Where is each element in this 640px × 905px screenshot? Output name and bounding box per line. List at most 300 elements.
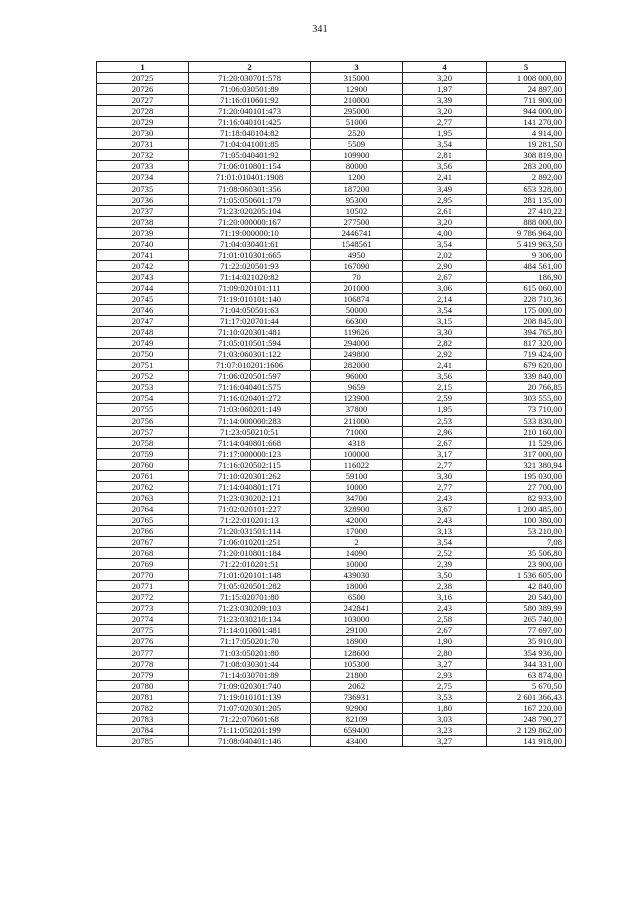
value-cell: 2 129 862,00 <box>487 724 566 735</box>
value-cell: 210 160,00 <box>487 426 566 437</box>
area-cell: 70 <box>311 271 403 282</box>
area-cell: 6500 <box>311 592 403 603</box>
cadastral-number-cell: 71:06:010201:251 <box>189 537 311 548</box>
rate-cell: 2,93 <box>403 669 487 680</box>
table-row <box>97 216 566 227</box>
value-cell: 2 892,00 <box>487 172 566 183</box>
area-cell: 10000 <box>311 481 403 492</box>
table-row <box>97 238 566 249</box>
cadastral-number-cell: 71:01:010401:1908 <box>189 172 311 183</box>
table-row <box>97 106 566 117</box>
rate-cell: 3,16 <box>403 592 487 603</box>
rate-cell: 3,54 <box>403 139 487 150</box>
area-cell: 10000 <box>311 559 403 570</box>
cadastral-number-cell: 71:09:020301:740 <box>189 680 311 691</box>
value-cell: 265 740,00 <box>487 614 566 625</box>
rate-cell: 3,50 <box>403 570 487 581</box>
rate-cell: 2,75 <box>403 680 487 691</box>
rate-cell: 2,96 <box>403 426 487 437</box>
area-cell: 249800 <box>311 349 403 360</box>
cadastral-number-cell: 71:05:020501:282 <box>189 581 311 592</box>
value-cell: 195 030,00 <box>487 470 566 481</box>
area-cell: 4318 <box>311 437 403 448</box>
table-row <box>97 647 566 658</box>
cadastral-number-cell: 71:05:040401:92 <box>189 150 311 161</box>
rate-cell: 2,43 <box>403 514 487 525</box>
area-cell: 103000 <box>311 614 403 625</box>
row-number-cell: 20741 <box>97 249 189 260</box>
rate-cell: 3,15 <box>403 316 487 327</box>
cadastral-number-cell: 71:20:000000:167 <box>189 216 311 227</box>
cadastral-number-cell: 71:14:021020:82 <box>189 271 311 282</box>
area-cell: 59100 <box>311 470 403 481</box>
cadastral-number-cell: 71:16:040401:575 <box>189 382 311 393</box>
table-row <box>97 161 566 172</box>
value-cell: 20 540,00 <box>487 592 566 603</box>
area-cell: 12900 <box>311 84 403 95</box>
cadastral-number-cell: 71:08:040401:146 <box>189 735 311 746</box>
rate-cell: 2,67 <box>403 271 487 282</box>
table-row <box>97 548 566 559</box>
table-row <box>97 503 566 514</box>
value-cell: 11 529,06 <box>487 437 566 448</box>
cadastral-number-cell: 71:07:020301:205 <box>189 702 311 713</box>
table-row <box>97 327 566 338</box>
table-row <box>97 128 566 139</box>
rate-cell: 2,95 <box>403 194 487 205</box>
area-cell: 34700 <box>311 492 403 503</box>
table-row <box>97 139 566 150</box>
rate-cell: 3,54 <box>403 305 487 316</box>
area-cell: 315000 <box>311 73 403 84</box>
value-cell: 354 936,00 <box>487 647 566 658</box>
rate-cell: 3,53 <box>403 691 487 702</box>
cadastral-number-cell: 71:01:020101:148 <box>189 570 311 581</box>
cadastral-number-cell: 71:16:020502:115 <box>189 459 311 470</box>
row-number-cell: 20780 <box>97 680 189 691</box>
cadastral-number-cell: 71:08:060301:356 <box>189 183 311 194</box>
value-cell: 711 900,00 <box>487 95 566 106</box>
table-row <box>97 537 566 548</box>
row-number-cell: 20762 <box>97 481 189 492</box>
cadastral-number-cell: 71:19:010101:139 <box>189 691 311 702</box>
table-row <box>97 448 566 459</box>
table-row <box>97 492 566 503</box>
cadastral-number-cell: 71:16:020401:272 <box>189 393 311 404</box>
area-cell: 66300 <box>311 316 403 327</box>
row-number-cell: 20770 <box>97 570 189 581</box>
area-cell: 295000 <box>311 106 403 117</box>
row-number-cell: 20753 <box>97 382 189 393</box>
row-number-cell: 20745 <box>97 293 189 304</box>
value-cell: 141 918,00 <box>487 735 566 746</box>
area-cell: 82109 <box>311 713 403 724</box>
row-number-cell: 20736 <box>97 194 189 205</box>
value-cell: 2 601 366,43 <box>487 691 566 702</box>
area-cell: 328900 <box>311 503 403 514</box>
rate-cell: 2,41 <box>403 360 487 371</box>
cadastral-number-cell: 71:10:020301:481 <box>189 327 311 338</box>
table-header <box>97 62 566 73</box>
area-cell: 210000 <box>311 95 403 106</box>
value-cell: 653 328,00 <box>487 183 566 194</box>
rate-cell: 2,02 <box>403 249 487 260</box>
area-cell: 242841 <box>311 603 403 614</box>
cadastral-number-cell: 71:22:010201:51 <box>189 559 311 570</box>
value-cell: 888 000,00 <box>487 216 566 227</box>
table-row <box>97 393 566 404</box>
table-row <box>97 371 566 382</box>
cadastral-number-cell: 71:07:010201:1606 <box>189 360 311 371</box>
rate-cell: 2,15 <box>403 382 487 393</box>
value-cell: 24 897,00 <box>487 84 566 95</box>
area-cell: 128600 <box>311 647 403 658</box>
area-cell: 92900 <box>311 702 403 713</box>
value-cell: 484 561,00 <box>487 260 566 271</box>
cadastral-number-cell: 71:05:010501:594 <box>189 338 311 349</box>
area-cell: 439030 <box>311 570 403 581</box>
value-cell: 283 200,00 <box>487 161 566 172</box>
table-row <box>97 514 566 525</box>
cadastral-number-cell: 71:22:070601:68 <box>189 713 311 724</box>
rate-cell: 3,30 <box>403 470 487 481</box>
area-cell: 95300 <box>311 194 403 205</box>
area-cell: 43400 <box>311 735 403 746</box>
cadastral-number-cell: 71:03:050201:80 <box>189 647 311 658</box>
rate-cell: 3,49 <box>403 183 487 194</box>
table-row <box>97 117 566 128</box>
rate-cell: 3,13 <box>403 525 487 536</box>
rate-cell: 2,52 <box>403 548 487 559</box>
column-header-3: 3 <box>311 62 403 73</box>
table-row <box>97 614 566 625</box>
value-cell: 186,90 <box>487 271 566 282</box>
table-row <box>97 636 566 647</box>
cadastral-number-cell: 71:03:060201:149 <box>189 404 311 415</box>
rate-cell: 1,90 <box>403 636 487 647</box>
area-cell: 294000 <box>311 338 403 349</box>
cadastral-number-cell: 71:16:010601:92 <box>189 95 311 106</box>
row-number-cell: 20744 <box>97 282 189 293</box>
rate-cell: 4,00 <box>403 227 487 238</box>
rate-cell: 3,27 <box>403 735 487 746</box>
area-cell: 187200 <box>311 183 403 194</box>
cadastral-number-cell: 71:14:030701:89 <box>189 669 311 680</box>
value-cell: 394 765,80 <box>487 327 566 338</box>
cadastral-number-cell: 71:04:030401:61 <box>189 238 311 249</box>
cadastral-number-cell: 71:14:040801:668 <box>189 437 311 448</box>
area-cell: 42000 <box>311 514 403 525</box>
value-cell: 1 536 605,00 <box>487 570 566 581</box>
value-cell: 533 830,00 <box>487 415 566 426</box>
rate-cell: 2,81 <box>403 150 487 161</box>
rate-cell: 3,03 <box>403 713 487 724</box>
cadastral-number-cell: 71:06:030501:89 <box>189 84 311 95</box>
table-row <box>97 559 566 570</box>
value-cell: 719 424,00 <box>487 349 566 360</box>
table-row <box>97 205 566 216</box>
row-number-cell: 20750 <box>97 349 189 360</box>
value-cell: 248 790,27 <box>487 713 566 724</box>
value-cell: 9 786 964,00 <box>487 227 566 238</box>
table-row <box>97 305 566 316</box>
column-header-2: 2 <box>189 62 311 73</box>
row-number-cell: 20771 <box>97 581 189 592</box>
area-cell: 14090 <box>311 548 403 559</box>
table-row <box>97 459 566 470</box>
row-number-cell: 20761 <box>97 470 189 481</box>
value-cell: 7,08 <box>487 537 566 548</box>
value-cell: 317 000,00 <box>487 448 566 459</box>
table-row <box>97 150 566 161</box>
rate-cell: 2,77 <box>403 117 487 128</box>
row-number-cell: 20757 <box>97 426 189 437</box>
value-cell: 35 910,00 <box>487 636 566 647</box>
cadastral-number-cell: 71:17:050201:70 <box>189 636 311 647</box>
table-row <box>97 603 566 614</box>
cadastral-number-cell: 71:17:000000:123 <box>189 448 311 459</box>
table-row <box>97 271 566 282</box>
value-cell: 82 933,00 <box>487 492 566 503</box>
value-cell: 944 000,00 <box>487 106 566 117</box>
row-number-cell: 20783 <box>97 713 189 724</box>
cadastral-number-cell: 71:20:040101:473 <box>189 106 311 117</box>
table-row <box>97 172 566 183</box>
value-cell: 208 845,00 <box>487 316 566 327</box>
row-number-cell: 20777 <box>97 647 189 658</box>
rate-cell: 3,20 <box>403 106 487 117</box>
value-cell: 303 555,00 <box>487 393 566 404</box>
cadastral-number-cell: 71:14:040801:171 <box>189 481 311 492</box>
value-cell: 228 710,36 <box>487 293 566 304</box>
row-number-cell: 20781 <box>97 691 189 702</box>
rate-cell: 2,41 <box>403 172 487 183</box>
row-number-cell: 20759 <box>97 448 189 459</box>
table-row <box>97 713 566 724</box>
rate-cell: 2,43 <box>403 492 487 503</box>
table-row <box>97 73 566 84</box>
rate-cell: 3,17 <box>403 448 487 459</box>
value-cell: 27 700,00 <box>487 481 566 492</box>
table-row <box>97 282 566 293</box>
table-row <box>97 658 566 669</box>
cadastral-number-cell: 71:05:050601:179 <box>189 194 311 205</box>
rate-cell: 2,39 <box>403 559 487 570</box>
value-cell: 5 419 963,50 <box>487 238 566 249</box>
area-cell: 71000 <box>311 426 403 437</box>
area-cell: 21800 <box>311 669 403 680</box>
cadastral-number-cell: 71:06:010801:154 <box>189 161 311 172</box>
rate-cell: 3,54 <box>403 238 487 249</box>
row-number-cell: 20733 <box>97 161 189 172</box>
cadastral-number-cell: 71:11:050201:199 <box>189 724 311 735</box>
row-number-cell: 20747 <box>97 316 189 327</box>
cadastral-number-cell: 71:14:010801:481 <box>189 625 311 636</box>
table-row <box>97 625 566 636</box>
rate-cell: 2,58 <box>403 614 487 625</box>
row-number-cell: 20748 <box>97 327 189 338</box>
table-row <box>97 437 566 448</box>
column-header-1: 1 <box>97 62 189 73</box>
row-number-cell: 20769 <box>97 559 189 570</box>
cadastral-number-cell: 71:08:030301:44 <box>189 658 311 669</box>
table-row <box>97 84 566 95</box>
rate-cell: 3,56 <box>403 371 487 382</box>
row-number-cell: 20751 <box>97 360 189 371</box>
table-row <box>97 183 566 194</box>
cadastral-number-cell: 71:22:020501:93 <box>189 260 311 271</box>
value-cell: 1 008 000,00 <box>487 73 566 84</box>
row-number-cell: 20739 <box>97 227 189 238</box>
row-number-cell: 20755 <box>97 404 189 415</box>
cadastral-number-cell: 71:19:010101:140 <box>189 293 311 304</box>
row-number-cell: 20773 <box>97 603 189 614</box>
page-number: 341 <box>312 24 328 35</box>
area-cell: 211000 <box>311 415 403 426</box>
value-cell: 339 840,00 <box>487 371 566 382</box>
area-cell: 201000 <box>311 282 403 293</box>
column-header-5: 5 <box>487 62 566 73</box>
cadastral-number-cell: 71:22:010201:13 <box>189 514 311 525</box>
row-number-cell: 20737 <box>97 205 189 216</box>
row-number-cell: 20738 <box>97 216 189 227</box>
value-cell: 27 410,22 <box>487 205 566 216</box>
row-number-cell: 20776 <box>97 636 189 647</box>
value-cell: 321 380,94 <box>487 459 566 470</box>
value-cell: 281 135,00 <box>487 194 566 205</box>
row-number-cell: 20729 <box>97 117 189 128</box>
rate-cell: 3,67 <box>403 503 487 514</box>
area-cell: 51000 <box>311 117 403 128</box>
rate-cell: 2,53 <box>403 415 487 426</box>
row-number-cell: 20725 <box>97 73 189 84</box>
area-cell: 277500 <box>311 216 403 227</box>
table-row <box>97 95 566 106</box>
value-cell: 9 306,00 <box>487 249 566 260</box>
value-cell: 42 840,00 <box>487 581 566 592</box>
row-number-cell: 20735 <box>97 183 189 194</box>
area-cell: 5509 <box>311 139 403 150</box>
table-row <box>97 338 566 349</box>
table-row <box>97 581 566 592</box>
cadastral-number-cell: 71:03:060301:122 <box>189 349 311 360</box>
cadastral-number-cell: 71:20:010801:184 <box>189 548 311 559</box>
rate-cell: 2,77 <box>403 459 487 470</box>
value-cell: 73 710,00 <box>487 404 566 415</box>
row-number-cell: 20765 <box>97 514 189 525</box>
rate-cell: 2,92 <box>403 349 487 360</box>
row-number-cell: 20749 <box>97 338 189 349</box>
row-number-cell: 20732 <box>97 150 189 161</box>
row-number-cell: 20775 <box>97 625 189 636</box>
row-number-cell: 20766 <box>97 525 189 536</box>
table-row <box>97 404 566 415</box>
cadastral-number-cell: 71:23:030210:134 <box>189 614 311 625</box>
rate-cell: 2,59 <box>403 393 487 404</box>
table-row <box>97 724 566 735</box>
rate-cell: 3,30 <box>403 327 487 338</box>
area-cell: 100000 <box>311 448 403 459</box>
rate-cell: 3,54 <box>403 537 487 548</box>
row-number-cell: 20779 <box>97 669 189 680</box>
value-cell: 23 900,00 <box>487 559 566 570</box>
table-row <box>97 702 566 713</box>
row-number-cell: 20740 <box>97 238 189 249</box>
table-row <box>97 680 566 691</box>
table-row <box>97 470 566 481</box>
value-cell: 19 281,50 <box>487 139 566 150</box>
value-cell: 167 220,00 <box>487 702 566 713</box>
area-cell: 50000 <box>311 305 403 316</box>
row-number-cell: 20734 <box>97 172 189 183</box>
value-cell: 580 389,99 <box>487 603 566 614</box>
header-row <box>97 62 566 73</box>
rate-cell: 1,80 <box>403 702 487 713</box>
area-cell: 4950 <box>311 249 403 260</box>
rate-cell: 1,95 <box>403 128 487 139</box>
value-cell: 175 000,00 <box>487 305 566 316</box>
row-number-cell: 20767 <box>97 537 189 548</box>
rate-cell: 2,67 <box>403 437 487 448</box>
column-header-4: 4 <box>403 62 487 73</box>
value-cell: 679 620,00 <box>487 360 566 371</box>
value-cell: 53 210,00 <box>487 525 566 536</box>
area-cell: 10502 <box>311 205 403 216</box>
rate-cell: 2,38 <box>403 581 487 592</box>
value-cell: 344 331,00 <box>487 658 566 669</box>
row-number-cell: 20743 <box>97 271 189 282</box>
rate-cell: 3,23 <box>403 724 487 735</box>
area-cell: 18900 <box>311 636 403 647</box>
table-row <box>97 570 566 581</box>
cadastral-number-cell: 71:04:041001:85 <box>189 139 311 150</box>
row-number-cell: 20774 <box>97 614 189 625</box>
area-cell: 105300 <box>311 658 403 669</box>
table-row <box>97 260 566 271</box>
row-number-cell: 20728 <box>97 106 189 117</box>
cadastral-number-cell: 71:17:020701:44 <box>189 316 311 327</box>
cadastral-number-cell: 71:23:050210:51 <box>189 426 311 437</box>
rate-cell: 3,20 <box>403 73 487 84</box>
table-row <box>97 227 566 238</box>
rate-cell: 2,90 <box>403 260 487 271</box>
table-row <box>97 592 566 603</box>
area-cell: 116022 <box>311 459 403 470</box>
area-cell: 37800 <box>311 404 403 415</box>
rate-cell: 2,67 <box>403 625 487 636</box>
cadastral-number-cell: 71:02:020101:227 <box>189 503 311 514</box>
table-row <box>97 735 566 746</box>
rate-cell: 3,06 <box>403 282 487 293</box>
area-cell: 659400 <box>311 724 403 735</box>
area-cell: 2520 <box>311 128 403 139</box>
cadastral-number-cell: 71:10:020301:262 <box>189 470 311 481</box>
row-number-cell: 20782 <box>97 702 189 713</box>
value-cell: 63 874,00 <box>487 669 566 680</box>
area-cell: 9659 <box>311 382 403 393</box>
area-cell: 96000 <box>311 371 403 382</box>
row-number-cell: 20742 <box>97 260 189 271</box>
row-number-cell: 20756 <box>97 415 189 426</box>
area-cell: 18000 <box>311 581 403 592</box>
table-row <box>97 691 566 702</box>
area-cell: 106874 <box>311 293 403 304</box>
value-cell: 35 506,80 <box>487 548 566 559</box>
table-row <box>97 349 566 360</box>
rate-cell: 3,20 <box>403 216 487 227</box>
area-cell: 17000 <box>311 525 403 536</box>
row-number-cell: 20758 <box>97 437 189 448</box>
